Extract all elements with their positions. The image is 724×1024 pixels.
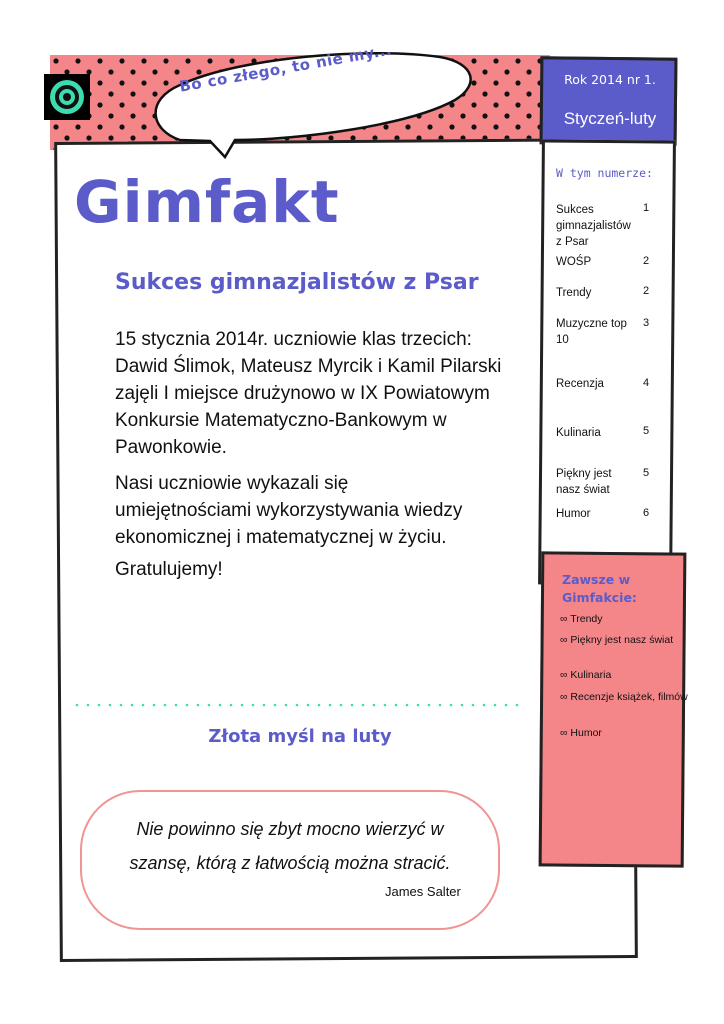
toc-item-page: 2: [643, 285, 650, 297]
slogan: Bo co złego, to nie my...: [178, 40, 394, 96]
toc-item-label: Sukces gimnazjalistów z Psar: [556, 204, 631, 248]
toc-item-page: 5: [643, 425, 650, 437]
quote-title: Złota myśl na luty: [208, 726, 392, 747]
toc-item-label: Muzyczne top 10: [556, 318, 627, 346]
infinity-bullet-icon: ∞: [560, 669, 568, 681]
toc-item-page: 1: [643, 202, 650, 214]
newspaper-logo: Gimfakt: [74, 168, 340, 236]
always-item: ∞ Trendy: [560, 613, 603, 625]
infinity-bullet-icon: ∞: [560, 691, 568, 703]
infinity-bullet-icon: ∞: [560, 613, 568, 625]
issue-number: Rok 2014 nr 1.: [564, 72, 656, 87]
article-paragraph: Nasi uczniowie wykazali się umiejętnościami wykorzystywania wiedzy ekonomicznej i matematycznej w życiu.: [115, 473, 463, 548]
dotted-divider: [75, 703, 520, 707]
toc-item-page: 4: [643, 377, 650, 389]
toc-item-page: 6: [643, 507, 650, 519]
article-paragraph: 15 stycznia 2014r. uczniowie klas trzecich: Dawid Ślimok, Mateusz Myrcik i Kamil Pilarski zajęli I miejsce drużynowo w IX Powiatowym Konkursie Matematyczno-Bankowym w Pawonkowie.: [115, 329, 502, 458]
toc-item-page: 2: [643, 255, 650, 267]
article-paragraph: Gratulujemy!: [115, 559, 223, 580]
issue-box: [540, 56, 678, 145]
toc-item-label: WOŚP: [556, 256, 592, 268]
always-item: ∞ Recenzje książek, filmów: [560, 691, 688, 703]
always-heading: Zawsze w Gimfakcie:: [562, 572, 637, 605]
toc-item-label: Trendy: [556, 287, 592, 299]
issue-months: Styczeń-luty: [563, 109, 657, 128]
always-item: ∞ Kulinaria: [560, 669, 612, 681]
infinity-bullet-icon: ∞: [560, 727, 568, 739]
toc-item-page: 5: [643, 467, 650, 479]
toc-item-label: Kulinaria: [556, 427, 601, 439]
toc-item-label: Humor: [556, 508, 591, 520]
toc-item-label: Recenzja: [556, 378, 604, 390]
target-icon: [44, 74, 90, 120]
article-title: Sukces gimnazjalistów z Psar: [115, 270, 479, 295]
toc-item-label: Piękny jest nasz świat: [556, 468, 612, 496]
toc-item-page: 3: [643, 317, 650, 329]
infinity-bullet-icon: ∞: [560, 634, 568, 646]
always-item: ∞ Piękny jest nasz świat: [560, 634, 674, 646]
toc-heading: W tym numerze:: [556, 166, 653, 180]
quote-author: James Salter: [385, 884, 461, 899]
quote-text: Nie powinno się zbyt mocno wierzyć w szansę, którą z łatwością można stracić.: [129, 819, 451, 873]
always-item: ∞ Humor: [560, 727, 602, 739]
